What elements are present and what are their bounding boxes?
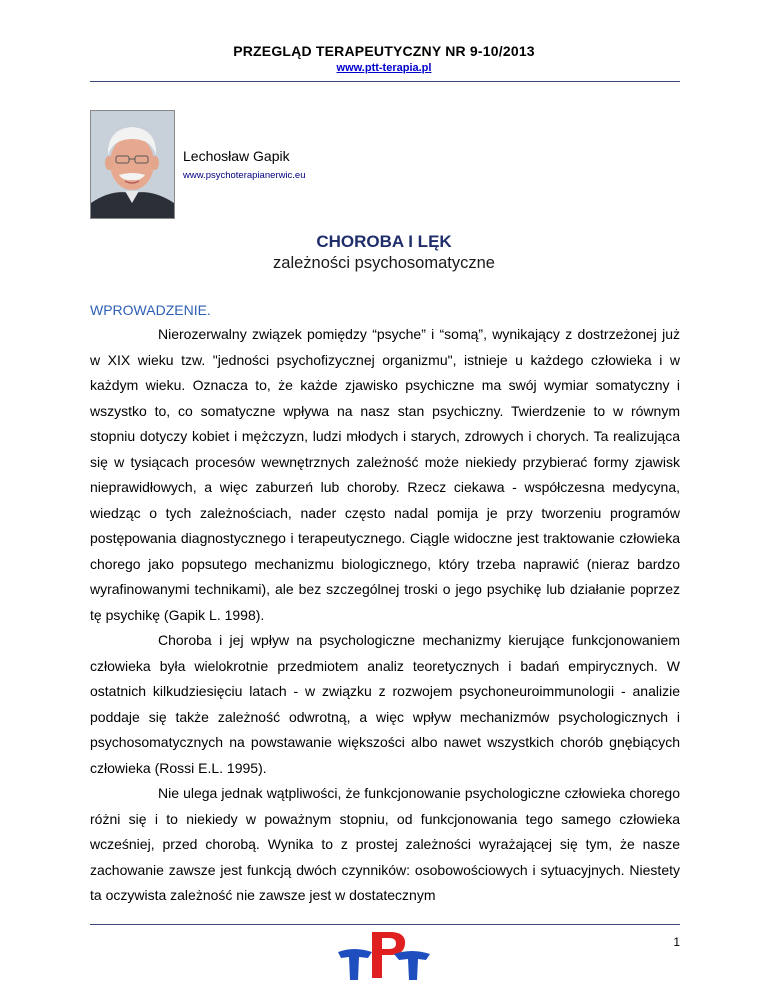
section-heading: WPROWADZENIE. — [90, 302, 211, 318]
article-title: CHOROBA I LĘK — [316, 232, 452, 251]
paragraph: Nie ulega jednak wątpliwości, że funkcjonowanie psychologiczne człowieka chorego różni się i to niekiedy w poważnym stopniu, od funkcjonowania tego samego człowieka wcześniej, przed chorobą. Wynika to z prostej zależności wyrażającej się tym, że nasze zachowanie zawsze jest funkcją dwóch czynników: osobowościowych i sytuacyjnych. Niestety ta oczywista zależność nie zawsze jest w dostatecznym — [90, 785, 680, 903]
header-divider — [90, 81, 680, 82]
author-website-link[interactable]: www.psychoterapianerwic.eu — [183, 170, 306, 181]
journal-url-link[interactable]: www.ptt-terapia.pl — [336, 62, 432, 74]
journal-title: PRZEGLĄD TERAPEUTYCZNY NR 9-10/2013 — [233, 43, 535, 59]
footer-divider — [90, 924, 680, 925]
article-subtitle: zależności psychosomatyczne — [273, 254, 495, 272]
paragraph: Nierozerwalny związek pomiędzy “psyche” i “somą”, wynikający z dostrzeżonej już w XIX wieku tzw. "jedności psychofizycznej organizmu", istnieje u każdego człowieka i w każdym wieku. Oznacza to, że każde zjawisko psychiczne ma swój wymiar somatyczny i wszystko to, co somatyczne wpływa na nasz stan psychiczny. Twierdzenie to w równym stopniu dotyczy kobiet i mężczyzn, ludzi młodych i starych, zdrowych i chorych. Ta realizująca się w tysiącach procesów wewnętrznych zależność może niekiedy przybierać formy zjawisk nieprawidłowych, a więc zaburzeń lub choroby. Rzecz ciekawa - współczesna medycyna, wiedząc o tych zależnościach, nader często nadal pomija je przy tworzeniu programów postępowania diagnostycznego i terapeutycznego. Ciągle widoczne jest traktowanie człowieka chorego jako popsutego mechanizmu biologicznego, który trzeba naprawić (nieraz bardzo wyrafinowanymi technikami), ale bez szczególnej troski o jego psychikę lub działanie poprzez tę psychikę (Gapik L. 1998). — [90, 326, 680, 623]
paragraph: Choroba i jej wpływ na psychologiczne mechanizmy kierujące funkcjonowaniem człowieka była wielokrotnie przedmiotem analiz teoretycznych i badań empirycznych. W ostatnich kilkudziesięciu latach - w związku z rozwojem psychoneuroimmunologii - analizie poddaje się także zależność odwrotną, a więc wpływ mechanizmów psychologicznych i psychosomatycznych na powstawanie większości albo nawet wszystkich chorób gnębiących człowieka (Rossi E.L. 1995). — [90, 632, 680, 776]
article-body — [90, 322, 680, 909]
ptt-logo — [334, 928, 434, 984]
page-number: 1 — [673, 935, 680, 949]
author-name: Lechosław Gapik — [183, 148, 290, 164]
author-photo — [90, 110, 175, 219]
